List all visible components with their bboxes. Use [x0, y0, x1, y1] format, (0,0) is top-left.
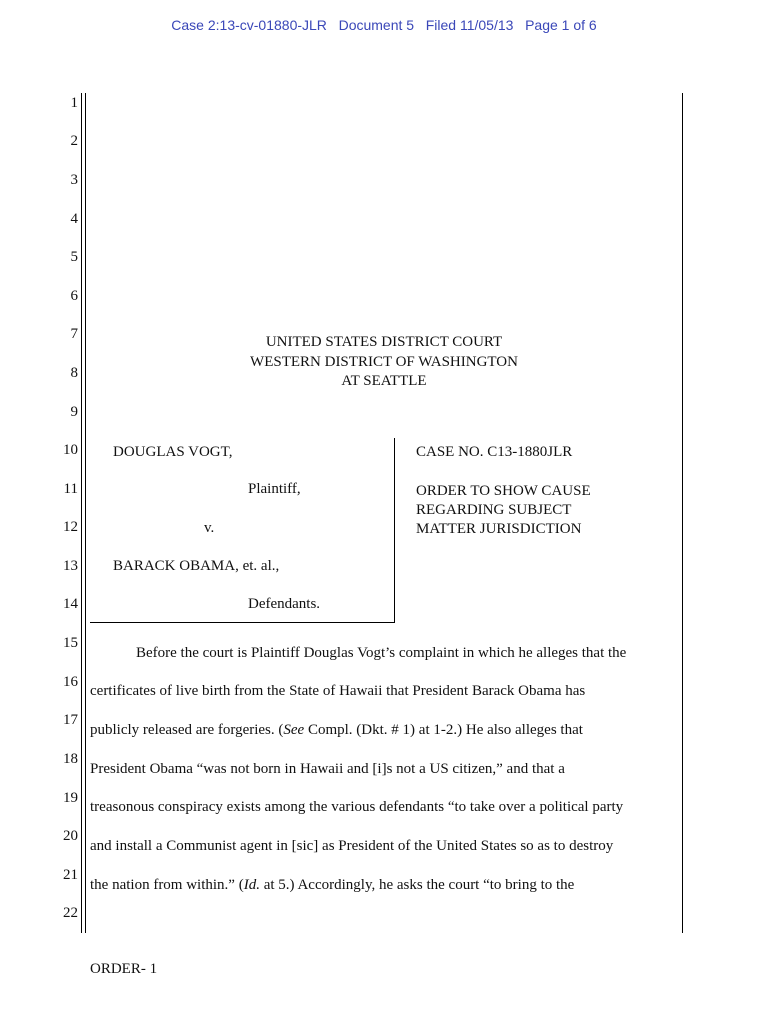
order-title-line-3: MATTER JURISDICTION: [416, 521, 582, 537]
caption-divider: [394, 438, 395, 623]
filing-header-stamp: Case 2:13-cv-01880-JLR Document 5 Filed 11/05/13 Page 1 of 6: [171, 17, 597, 33]
page-footer-label: ORDER- 1: [90, 961, 158, 977]
body-text: Compl. (Dkt. # 1) at 1-2.) He also alleges that: [304, 722, 583, 738]
line-number: 18: [63, 751, 78, 767]
court-district: WESTERN DISTRICT OF WASHINGTON: [250, 353, 518, 370]
line-number: 9: [70, 404, 78, 420]
plaintiff-role: Plaintiff,: [248, 481, 301, 497]
line-number: 8: [70, 365, 78, 381]
line-number: 12: [63, 519, 78, 535]
body-text: at 5.) Accordingly, he asks the court “to bring to the: [259, 877, 575, 893]
line-number: 5: [70, 249, 78, 265]
line-number: 20: [63, 828, 78, 844]
line-number: 14: [63, 596, 78, 612]
line-number: 22: [63, 905, 78, 921]
line-number: 6: [70, 288, 78, 304]
versus: v.: [204, 520, 215, 536]
defendant-role: Defendants.: [248, 596, 321, 612]
court-heading: [190, 333, 578, 392]
line-number: 2: [70, 133, 78, 149]
court-name: UNITED STATES DISTRICT COURT: [265, 334, 503, 350]
body-text: publicly released are forgeries. (: [90, 722, 284, 738]
line-number: 4: [70, 211, 78, 227]
line-number: 16: [63, 674, 78, 690]
plaintiff-name: DOUGLAS VOGT,: [113, 444, 233, 460]
line-number: 3: [70, 172, 78, 188]
body-line-19: treasonous conspiracy exists among the various defendants “to take over a political party: [90, 799, 624, 815]
body-line-16: certificates of live birth from the State of Hawaii that President Barack Obama has: [90, 683, 586, 699]
line-number: 13: [63, 558, 78, 574]
body-line-15: Before the court is Plaintiff Douglas Vogt’s complaint in which he alleges that the: [136, 645, 627, 661]
body-line-21: [90, 876, 574, 894]
line-number: 1: [70, 95, 78, 111]
order-title-line-2: REGARDING SUBJECT: [416, 502, 572, 518]
body-line-20: and install a Communist agent in [sic] as President of the United States so as to destroy: [90, 838, 614, 854]
citation-signal: See: [283, 722, 305, 738]
right-margin-rule: [682, 93, 683, 933]
body-text: the nation from within.” (: [90, 877, 244, 893]
body-line-17: [90, 721, 583, 739]
line-number: 21: [63, 867, 78, 883]
line-number: 10: [63, 442, 78, 458]
left-margin-rule-inner: [85, 93, 86, 933]
defendant-name: BARACK OBAMA, et. al.,: [113, 558, 280, 574]
case-number: CASE NO. C13-1880JLR: [416, 444, 573, 460]
line-number: 11: [63, 481, 78, 497]
line-number: 7: [70, 326, 78, 342]
caption-bottom-rule: [90, 622, 395, 623]
line-number: 17: [63, 712, 78, 728]
citation-signal: Id.: [243, 877, 260, 893]
court-location: AT SEATTLE: [341, 373, 427, 389]
line-number: 19: [63, 790, 78, 806]
body-line-18: President Obama “was not born in Hawaii and [i]s not a US citizen,” and that a: [90, 761, 565, 777]
line-number: 15: [63, 635, 78, 651]
left-margin-rule-outer: [81, 93, 82, 933]
order-title-line-1: ORDER TO SHOW CAUSE: [416, 483, 591, 499]
